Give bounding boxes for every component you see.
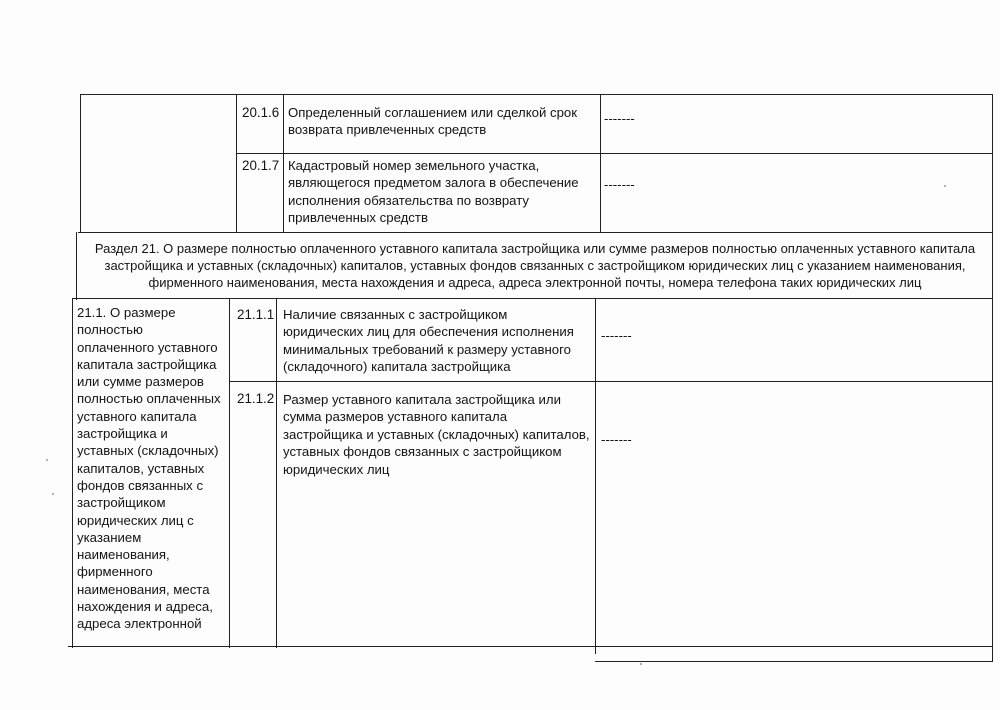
table-section20-bottom-border [78,232,993,233]
scan-speck [944,185,946,187]
row-divider-21-1-1 [229,381,993,382]
table-left-border [80,94,81,233]
table-bottom-border [68,646,992,647]
row-description: Размер уставного капитала застройщика или сумма размеров уставного капитала застройщика и уставных (складочных) капиталов, уставных фондов связанных с застройщиком юридических лиц [283,392,590,477]
label-column-divider [229,298,230,648]
section-21-header: Раздел 21. О размере полностью оплаченного уставного капитала застройщика или сумме размеров полностью оплаченных уставного капитала застройщика и уставных (складочных) капиталов, уставных фондов связанных с застройщиком юридических лиц с указанием наименования, фирменного наименования, места нахождения и адреса, адреса электронной почты, номера телефона таких юридических лиц [94,241,976,291]
section-header-left-border [76,232,77,300]
row-description: Наличие связанных с застройщиком юридических лиц для обеспечения исполнения минимальных требований к размеру уставного (складочного) капитала застройщика [283,307,574,375]
row-divider-20-1-6 [236,153,993,154]
scan-speck [46,459,48,461]
description-column-divider [595,298,596,654]
row-description: Кадастровый номер земельного участка, являющегося предметом залога в обеспечение исполнения обязательства по возврату привлеченных средств [288,158,579,226]
number-column-divider [283,94,284,233]
row-value: ------- [601,432,632,447]
label-column-divider [236,94,237,233]
section-header-right-border [992,232,993,300]
number-column-divider [276,298,277,648]
row-number: 20.1.7 [242,158,280,173]
row-number: 20.1.6 [242,105,280,120]
table-bottom-right-border [595,661,993,662]
row-description: Определенный соглашением или сделкой срок возврата привлеченных средств [288,105,578,138]
row-value: ------- [604,177,635,192]
scan-speck [640,663,642,665]
table-right-border [992,94,993,233]
description-column-divider [600,94,601,233]
row-value: ------- [601,328,632,343]
section-header-bottom-border [72,298,993,299]
row-number: 21.1.2 [237,391,275,406]
table-top-border [80,94,993,95]
table-right-border [992,298,993,662]
group-label-left-border [72,298,73,648]
row-value: ------- [604,111,635,126]
scan-speck [52,493,54,495]
row-number: 21.1.1 [237,307,275,322]
group-label-21-1: 21.1. О размере полностью оплаченного уставного капитала застройщика или сумме размеров полностью оплаченных уставного капитала застройщика и уставных (складочных) капиталов, уставных фондов связанных с застройщиком юридических лиц с указанием наименования, фирменного наименования, места нахождения и адреса, адреса электронной [77,305,221,632]
